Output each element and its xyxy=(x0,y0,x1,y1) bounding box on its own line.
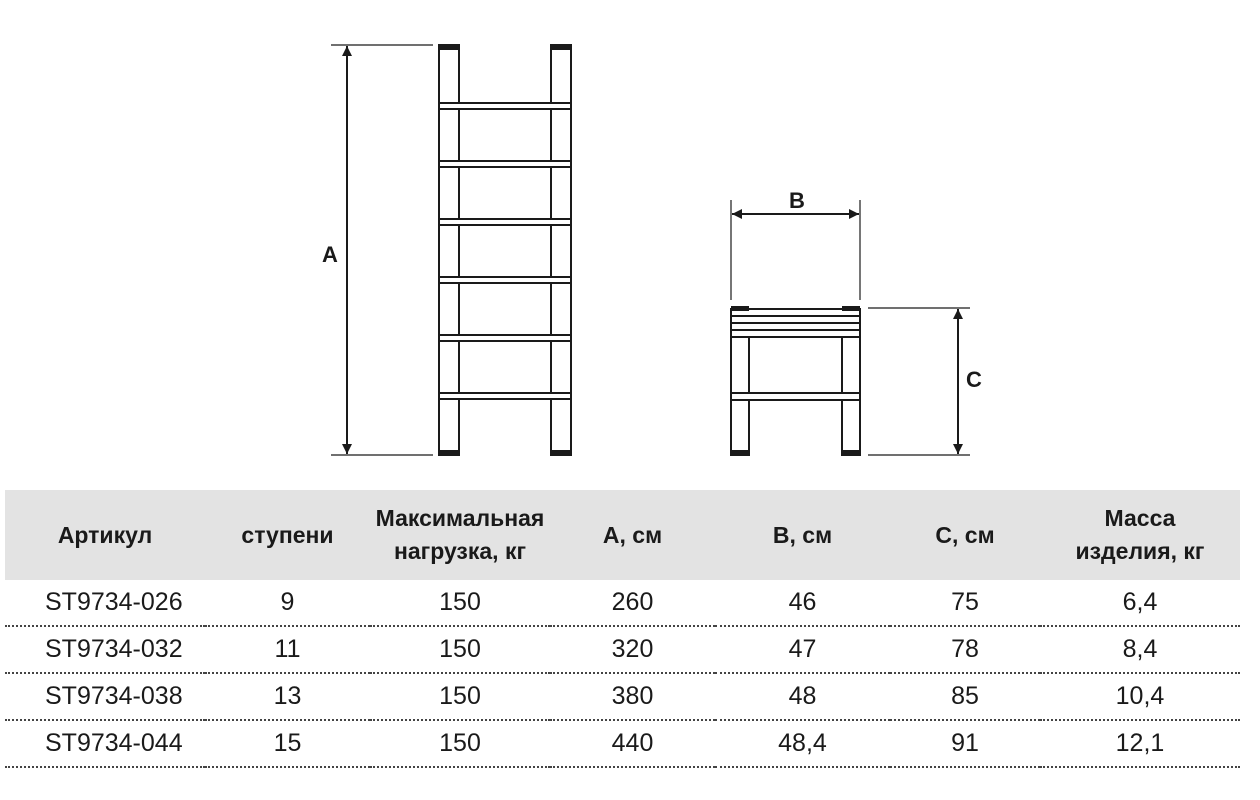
dimension-c-label: C xyxy=(966,367,982,392)
dimension-c xyxy=(868,308,970,455)
cell-mass: 12,1 xyxy=(1040,720,1240,767)
cell-a: 260 xyxy=(550,580,715,626)
cell-b: 48 xyxy=(715,673,890,720)
table-row xyxy=(5,626,1240,673)
cell-a: 320 xyxy=(550,626,715,673)
header-max-load xyxy=(370,490,550,580)
header-article: Артикул xyxy=(57,521,153,548)
cell-a: 440 xyxy=(550,720,715,767)
cell-load: 150 xyxy=(370,720,550,767)
dimension-b xyxy=(731,200,860,300)
cell-load: 150 xyxy=(370,673,550,720)
side-view-crossbar xyxy=(731,393,860,400)
cell-c: 85 xyxy=(890,673,1040,720)
cell-mass: 10,4 xyxy=(1040,673,1240,720)
cell-a: 380 xyxy=(550,673,715,720)
header-mass xyxy=(1040,490,1240,580)
header-max-load-line2: нагрузка, кг xyxy=(393,538,527,564)
ladder-side-view xyxy=(731,306,860,455)
cell-b: 47 xyxy=(715,626,890,673)
cell-article: ST9734-026 xyxy=(5,580,205,626)
cell-b: 48,4 xyxy=(715,720,890,767)
cell-steps: 15 xyxy=(205,720,370,767)
table-row xyxy=(5,580,1240,626)
cell-c: 91 xyxy=(890,720,1040,767)
header-c-cm: С, см xyxy=(935,521,995,548)
table-row xyxy=(5,720,1240,767)
cell-c: 75 xyxy=(890,580,1040,626)
cell-mass: 8,4 xyxy=(1040,626,1240,673)
table-row xyxy=(5,673,1240,720)
header-max-load-line1: Максимальная xyxy=(375,505,545,531)
ladder-front-view xyxy=(439,45,571,455)
cell-article: ST9734-044 xyxy=(5,720,205,767)
cell-article: ST9734-038 xyxy=(5,673,205,720)
cell-article: ST9734-032 xyxy=(5,626,205,673)
cell-b: 46 xyxy=(715,580,890,626)
dimension-a xyxy=(331,45,433,455)
cell-mass: 6,4 xyxy=(1040,580,1240,626)
cell-load: 150 xyxy=(370,580,550,626)
cell-load: 150 xyxy=(370,626,550,673)
header-mass-line2: изделия, кг xyxy=(1075,538,1205,564)
header-steps: ступени xyxy=(241,521,334,548)
specification-table xyxy=(5,490,1240,768)
header-b-cm: В, см xyxy=(772,521,833,548)
header-mass-line1: Масса xyxy=(1104,505,1176,531)
dimension-a-label: A xyxy=(322,242,338,267)
dimension-b-label: B xyxy=(789,188,805,213)
cell-c: 78 xyxy=(890,626,1040,673)
cell-steps: 13 xyxy=(205,673,370,720)
table-header-row xyxy=(5,490,1240,580)
cell-steps: 9 xyxy=(205,580,370,626)
header-a-cm: А, см xyxy=(602,521,663,548)
cell-steps: 11 xyxy=(205,626,370,673)
